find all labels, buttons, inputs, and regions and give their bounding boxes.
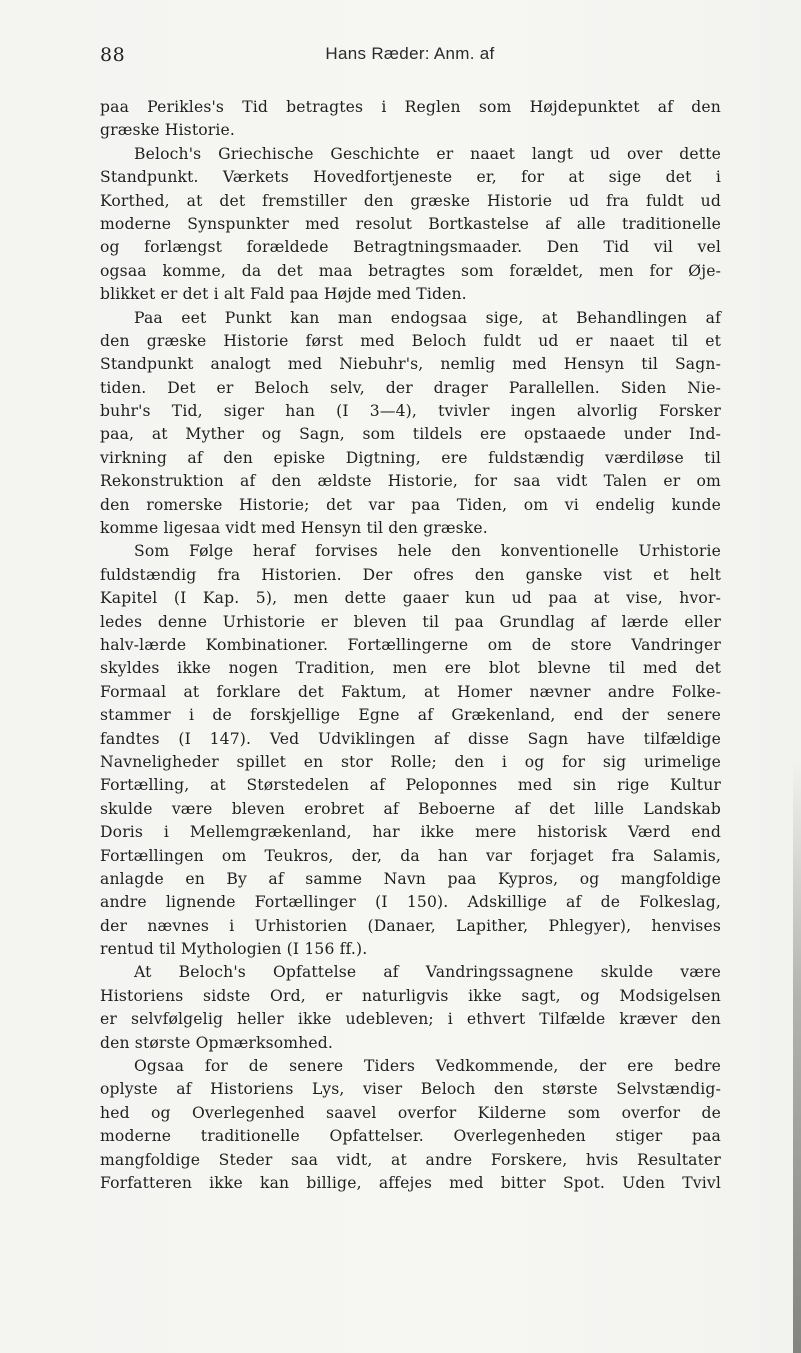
text-line: ogsaa komme, da det maa betragtes som forældet, men for Øje- [100, 261, 721, 280]
text-line: stammer i de forskjellige Egne af Grækenland, end der senere [100, 706, 721, 725]
text-line: anlagde en By af samme Navn paa Kypros, og mangfoldige [100, 869, 721, 888]
text-line: græske Historie. [100, 121, 236, 140]
body-text [100, 96, 721, 1195]
text-line: er selvfølgelig heller ikke udebleven; i ethvert Tilfælde kræver den [100, 1010, 721, 1029]
text-line: Som Følge heraf forvises hele den konventionelle Urhistorie [134, 542, 721, 561]
text-line: andre lignende Fortællinger (I 150). Adskillige af de Folkeslag, [100, 893, 721, 912]
text-line: fuldstændig fra Historien. Der ofres den ganske vist et helt [100, 565, 721, 584]
text-line: og forlængst forældede Betragtningsmaader. Den Tid vil vel [100, 238, 721, 257]
text-line: oplyste af Historiens Lys, viser Beloch den største Selvstændig- [100, 1080, 721, 1099]
text-line: fandtes (I 147). Ved Udviklingen af disse Sagn have tilfældige [100, 729, 721, 748]
text-line: At Beloch's Opfattelse af Vandringssagnene skulde være [134, 963, 721, 982]
text-line: skyldes ikke nogen Tradition, men ere blot blevne til med det [100, 659, 721, 678]
text-line: moderne traditionelle Opfattelser. Overlegenheden stiger paa [100, 1127, 721, 1146]
text-line: virkning af den episke Digtning, ere fuldstændig værdiløse til [100, 448, 721, 467]
running-title: Hans Ræder: Anm. af [325, 44, 495, 63]
text-line: Fortællingen om Teukros, der, da han var forjaget fra Salamis, [100, 846, 721, 865]
text-line: Doris i Mellemgrækenland, har ikke mere historisk Værd end [100, 823, 721, 842]
text-line: halv-lærde Kombinationer. Fortællingerne om de store Vandringer [100, 635, 721, 654]
text-line: Paa eet Punkt kan man endogsaa sige, at Behandlingen af [134, 308, 721, 327]
text-line: paa Perikles's Tid betragtes i Reglen som Højdepunktet af den [100, 98, 721, 116]
text-line: moderne Synspunkter med resolut Bortkastelse af alle traditionelle [100, 214, 721, 233]
text-line: den største Opmærksomhed. [100, 1033, 334, 1052]
text-line: tiden. Det er Beloch selv, der drager Parallellen. Siden Nie- [100, 378, 721, 397]
text-line: rentud til Mythologien (I 156 ff.). [100, 940, 368, 959]
text-line: komme ligesaa vidt med Hensyn til den græske. [100, 519, 488, 538]
text-line: buhr's Tid, siger han (I 3—4), tvivler ingen alvorlig Forsker [100, 402, 721, 421]
page-header [100, 44, 720, 74]
text-line: Forfatteren ikke kan billige, affejes med bitter Spot. Uden Tvivl [100, 1173, 721, 1192]
text-line: den græske Historie først med Beloch fuldt ud er naaet til et [100, 331, 721, 350]
text-line: Formaal at forklare det Faktum, at Homer nævner andre Folke- [100, 682, 721, 701]
text-line: den romerske Historie; det var paa Tiden, om vi endelig kunde [100, 495, 721, 514]
text-line: mangfoldige Steder saa vidt, at andre Forskere, hvis Resultater [100, 1150, 721, 1169]
page-edge-shadow [793, 760, 801, 1353]
text-line: Navneligheder spillet en stor Rolle; den i og for sig urimelige [100, 752, 721, 771]
page-number: 88 [100, 44, 126, 66]
text-line: Korthed, at det fremstiller den græske Historie ud fra fuldt ud [100, 191, 721, 210]
text-line: Standpunkt. Værkets Hovedfortjeneste er, for at sige det i [100, 168, 721, 187]
text-line: Historiens sidste Ord, er naturligvis ikke sagt, og Modsigelsen [100, 986, 721, 1005]
text-line: blikket er det i alt Fald paa Højde med Tiden. [100, 285, 467, 304]
text-line: Fortælling, at Størstedelen af Peloponnes med sin rige Kultur [100, 776, 721, 795]
text-line: Beloch's Griechische Geschichte er naaet langt ud over dette [134, 144, 721, 163]
text-line: hed og Overlegenhed saavel overfor Kilderne som overfor de [100, 1103, 721, 1122]
text-line: Ogsaa for de senere Tiders Vedkommende, der ere bedre [134, 1057, 721, 1076]
text-line: Rekonstruktion af den ældste Historie, for saa vidt Talen er om [100, 472, 721, 491]
text-line: Kapitel (I Kap. 5), men dette gaaer kun ud paa at vise, hvor- [100, 589, 721, 608]
text-line: paa, at Myther og Sagn, som tildels ere opstaaede under Ind- [100, 425, 721, 444]
text-line: der nævnes i Urhistorien (Danaer, Lapither, Phlegyer), henvises [100, 916, 721, 935]
text-line: Standpunkt analogt med Niebuhr's, nemlig med Hensyn til Sagn- [100, 355, 721, 374]
text-line: skulde være bleven erobret af Beboerne af det lille Landskab [100, 799, 721, 818]
text-line: ledes denne Urhistorie er bleven til paa Grundlag af lærde eller [100, 612, 721, 631]
